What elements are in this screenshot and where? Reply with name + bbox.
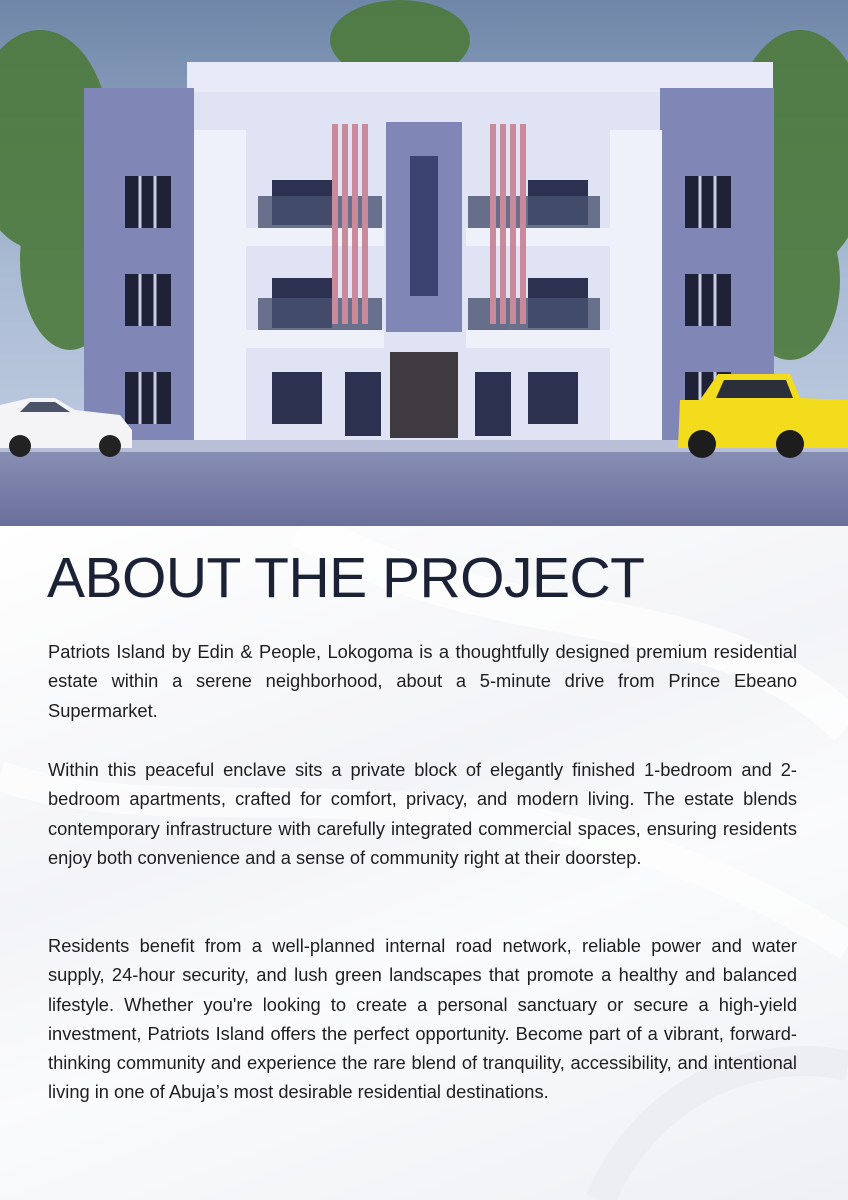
amenities-paragraph: Residents benefit from a well-planned internal road network, reliable power and water supply, 24-hour security, and lush green landscapes that promote a healthy and balanced lifestyle. Whether you're looking to create a personal sanctuary or secure a high-yield investment, Patriots Island offers the perfect opportunity. Become part of a vibrant, forward-thinking community and experience the rare blend of tranquility, accessibility, and intentional living in one of Abuja’s most desirable residential destinations. <box>48 935 797 1103</box>
page-title: ABOUT THE PROJECT <box>47 546 645 610</box>
building-render-image <box>0 0 848 526</box>
about-section <box>0 526 848 1200</box>
apartments-paragraph: Within this peaceful enclave sits a private block of elegantly finished 1-bedroom and 2-bedroom apartments, crafted for comfort, privacy, and modern living. The estate blends contemporary infrastructure with carefully integrated commercial spaces, ensuring residents enjoy both convenience and a sense of community right at their doorstep. <box>48 759 797 868</box>
intro-paragraph: Patriots Island by Edin & People, Lokogoma is a thoughtfully designed premium residential estate within a serene neighborhood, about a 5-minute drive from Prince Ebeano Supermarket. <box>48 641 797 721</box>
